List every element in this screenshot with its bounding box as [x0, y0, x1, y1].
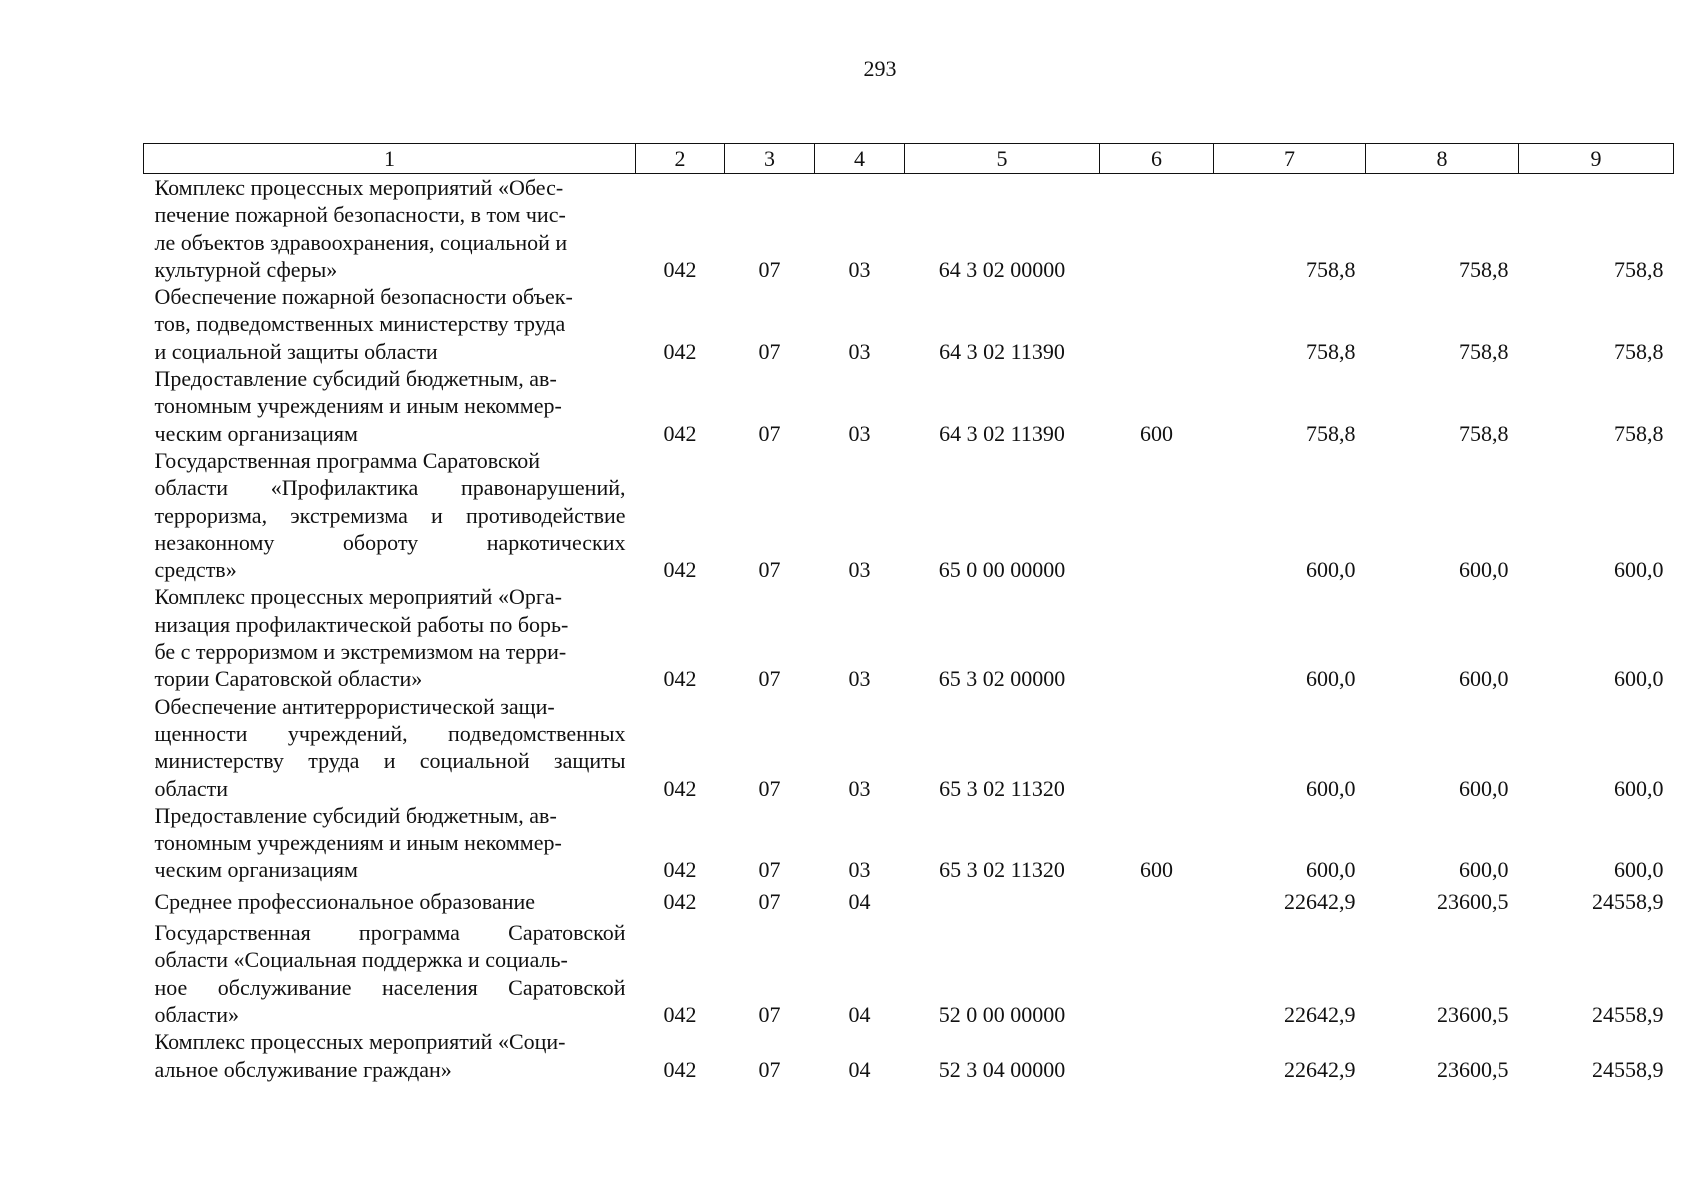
target-article-code: 64 3 02 11390 — [939, 338, 1065, 364]
amount-year-3: 758,8 — [1614, 420, 1664, 446]
row-name — [144, 283, 636, 365]
row-name-line: Государственная программа Саратовской — [154, 920, 626, 946]
expense-type-code — [1100, 174, 1214, 284]
amount-year-1: 758,8 — [1306, 256, 1356, 282]
column-header-4: 4 — [815, 144, 905, 174]
table-header — [144, 144, 1674, 174]
subsection-code: 03 — [848, 420, 871, 446]
amount-year-1: 600,0 — [1306, 857, 1356, 883]
amount-year-1: 600,0 — [1306, 666, 1356, 692]
section-code: 07 — [758, 338, 781, 364]
table-row — [144, 283, 1674, 365]
row-name-line: Комплекс процессных мероприятий «Обес- — [154, 175, 564, 200]
ministry-code: 042 — [663, 1056, 697, 1082]
column-header-5: 5 — [905, 144, 1100, 174]
row-name-line: Комплекс процессных мероприятий «Орга- — [154, 584, 562, 610]
subsection-code: 03 — [848, 338, 871, 364]
row-name — [144, 365, 636, 447]
target-article-code — [905, 888, 1100, 915]
column-header-7: 7 — [1214, 144, 1366, 174]
row-name-line: ле объектов здравоохранения, социальной и — [154, 229, 568, 255]
expense-type-code — [1100, 583, 1214, 692]
table-row — [144, 174, 1674, 284]
subsection-code: 04 — [848, 1056, 871, 1082]
target-article-code: 64 3 02 00000 — [938, 256, 1066, 282]
row-name-line: незаконному обороту наркотических — [154, 529, 626, 555]
section-code: 07 — [758, 1001, 781, 1027]
ministry-code: 042 — [663, 888, 697, 914]
row-name-line: Обеспечение антитеррористической защи- — [154, 693, 555, 719]
row-name-line: культурной сферы» — [154, 256, 338, 282]
subsection-code: 04 — [848, 888, 871, 914]
ministry-code: 042 — [663, 420, 697, 446]
section-code: 07 — [758, 1056, 781, 1082]
subsection-code: 03 — [848, 775, 871, 801]
table-row — [144, 802, 1674, 884]
amount-year-3: 758,8 — [1614, 338, 1664, 364]
row-name-line: альное обслуживание граждан» — [154, 1056, 452, 1082]
row-name — [144, 802, 636, 884]
row-name-line: Комплекс процессных мероприятий «Соци- — [154, 1029, 566, 1055]
amount-year-2: 758,8 — [1459, 256, 1509, 282]
row-name-line: области «Профилактика правонарушений, — [154, 475, 626, 501]
row-name-line: низация профилактической работы по борь- — [154, 611, 569, 637]
expense-type-code — [1100, 283, 1214, 365]
amount-year-3: 600,0 — [1614, 775, 1664, 801]
row-name — [144, 174, 636, 284]
target-article-code: 65 3 02 11320 — [939, 775, 1065, 801]
expense-type-code — [1100, 888, 1214, 915]
column-header-3: 3 — [725, 144, 815, 174]
ministry-code: 042 — [663, 857, 697, 883]
row-name-line: Государственная программа Саратовской — [154, 447, 541, 473]
ministry-code: 042 — [663, 775, 697, 801]
row-name — [144, 693, 636, 802]
row-name-line: щенности учреждений, подведомственных — [154, 720, 626, 746]
expense-type-code: 600 — [1140, 857, 1173, 883]
expense-type-code — [1100, 693, 1214, 802]
ministry-code: 042 — [663, 557, 697, 583]
row-name — [144, 447, 636, 583]
amount-year-1: 758,8 — [1306, 420, 1356, 446]
amount-year-3: 600,0 — [1614, 666, 1664, 692]
column-header-6: 6 — [1100, 144, 1214, 174]
expense-type-code — [1100, 447, 1214, 583]
header-row — [144, 144, 1674, 174]
column-header-9: 9 — [1519, 144, 1674, 174]
row-name-line: тов, подведомственных министерству труда — [154, 311, 566, 337]
amount-year-2: 23600,5 — [1437, 888, 1509, 914]
ministry-code: 042 — [663, 256, 697, 282]
target-article-code: 65 3 02 00000 — [938, 666, 1066, 692]
subsection-code: 03 — [848, 666, 871, 692]
row-name — [144, 888, 636, 915]
amount-year-1: 600,0 — [1306, 775, 1356, 801]
amount-year-1: 22642,9 — [1284, 1001, 1356, 1027]
target-article-code: 52 3 04 00000 — [938, 1056, 1066, 1082]
row-name — [144, 1028, 636, 1083]
section-code: 07 — [758, 557, 781, 583]
ministry-code: 042 — [663, 1001, 697, 1027]
expense-type-code — [1100, 1028, 1214, 1083]
column-header-2: 2 — [636, 144, 725, 174]
target-article-code: 65 0 00 00000 — [938, 557, 1066, 583]
amount-year-2: 600,0 — [1459, 775, 1509, 801]
amount-year-3: 24558,9 — [1592, 888, 1664, 914]
page-number: 293 — [863, 56, 897, 81]
row-name-line: области «Социальная поддержка и социаль- — [154, 947, 568, 973]
amount-year-2: 758,8 — [1459, 420, 1509, 446]
column-header-1: 1 — [144, 144, 636, 174]
row-name-line: печение пожарной безопасности, в том чис- — [154, 202, 566, 228]
amount-year-2: 600,0 — [1459, 666, 1509, 692]
amount-year-2: 600,0 — [1459, 557, 1509, 583]
amount-year-1: 22642,9 — [1284, 888, 1356, 914]
section-code: 07 — [758, 775, 781, 801]
row-name-line: ческим организациям — [154, 420, 358, 446]
section-code: 07 — [758, 256, 781, 282]
budget-table — [143, 143, 1674, 1083]
subsection-code: 03 — [848, 256, 871, 282]
expense-type-code: 600 — [1140, 420, 1173, 446]
table-row — [144, 888, 1674, 915]
expense-type-code — [1100, 919, 1214, 1028]
table-row — [144, 447, 1674, 583]
amount-year-1: 600,0 — [1306, 557, 1356, 583]
row-name-line: и социальной защиты области — [154, 338, 438, 364]
row-name-line: области» — [154, 1001, 240, 1027]
amount-year-3: 24558,9 — [1592, 1056, 1664, 1082]
row-name-line: Среднее профессиональное образование — [154, 888, 536, 914]
row-name — [144, 583, 636, 692]
table-row — [144, 693, 1674, 802]
row-name-line: бе с терроризмом и экстремизмом на терри- — [154, 639, 567, 665]
amount-year-1: 758,8 — [1306, 338, 1356, 364]
section-code: 07 — [758, 666, 781, 692]
row-name-line: тории Саратовской области» — [154, 666, 423, 692]
amount-year-2: 600,0 — [1459, 857, 1509, 883]
amount-year-2: 23600,5 — [1437, 1001, 1509, 1027]
subsection-code: 03 — [848, 557, 871, 583]
ministry-code: 042 — [663, 666, 697, 692]
ministry-code: 042 — [663, 338, 697, 364]
row-name-line: тономным учреждениям и иным некоммер- — [154, 393, 562, 419]
amount-year-1: 22642,9 — [1284, 1056, 1356, 1082]
row-name-line: Предоставление субсидий бюджетным, ав- — [154, 366, 557, 392]
table-row — [144, 1028, 1674, 1083]
section-code: 07 — [758, 420, 781, 446]
row-name-line: тономным учреждениям и иным некоммер- — [154, 830, 562, 856]
subsection-code: 03 — [848, 857, 871, 883]
amount-year-3: 600,0 — [1614, 857, 1664, 883]
amount-year-2: 758,8 — [1459, 338, 1509, 364]
subsection-code: 04 — [848, 1001, 871, 1027]
row-name-line: Обеспечение пожарной безопасности объек- — [154, 284, 573, 310]
table-row — [144, 919, 1674, 1028]
amount-year-3: 758,8 — [1614, 256, 1664, 282]
table-body — [144, 174, 1674, 1083]
target-article-code: 65 3 02 11320 — [939, 857, 1065, 883]
row-name-line: министерству труда и социальной защиты — [154, 748, 626, 774]
row-name-line: Предоставление субсидий бюджетным, ав- — [154, 802, 557, 828]
section-code: 07 — [758, 888, 781, 914]
row-name — [144, 919, 636, 1028]
table-row — [144, 365, 1674, 447]
section-code: 07 — [758, 857, 781, 883]
amount-year-3: 600,0 — [1614, 557, 1664, 583]
table-row — [144, 583, 1674, 692]
row-name-line: ное обслуживание населения Саратовской — [154, 974, 626, 1000]
amount-year-3: 24558,9 — [1592, 1001, 1664, 1027]
row-name-line: ческим организациям — [154, 857, 358, 883]
row-name-line: области — [154, 775, 229, 801]
row-name-line: средств» — [154, 557, 237, 583]
target-article-code: 64 3 02 11390 — [939, 420, 1065, 446]
column-header-8: 8 — [1366, 144, 1519, 174]
target-article-code: 52 0 00 00000 — [938, 1001, 1066, 1027]
amount-year-2: 23600,5 — [1437, 1056, 1509, 1082]
row-name-line: терроризма, экстремизма и противодействие — [154, 502, 626, 528]
